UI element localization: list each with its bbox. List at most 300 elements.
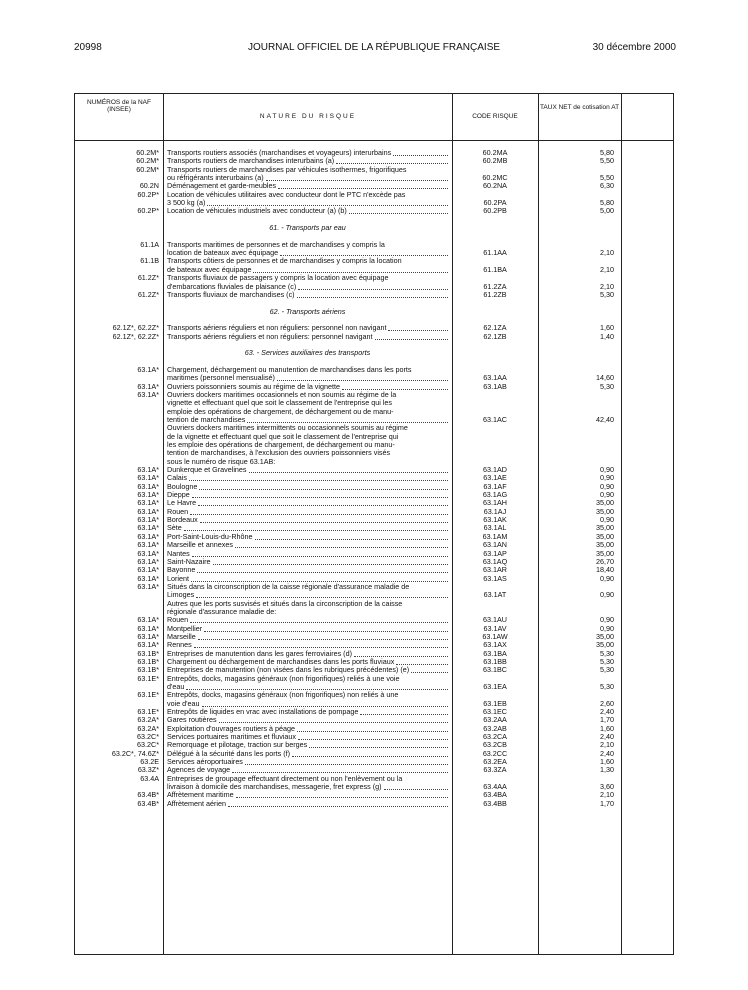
- naf-cell: 63.1A*: [137, 573, 159, 583]
- dot-leader: [199, 489, 448, 490]
- taux-cell: 6,30: [600, 181, 614, 191]
- code-cell: 63.1BA: [483, 648, 507, 658]
- publication-date: 30 décembre 2000: [592, 42, 676, 53]
- risk-description: Délégué à la sécurité dans les ports (f): [167, 749, 291, 758]
- risk-description: Entreprises de manutention (non visées dans les rubriques précédentes) (e): [167, 666, 410, 675]
- table-row: [75, 725, 675, 733]
- risk-description: emploie des opérations de chargement, de déchargement ou de manu-: [167, 407, 394, 416]
- code-cell: 63.1AD: [483, 465, 507, 475]
- dot-leader: [207, 205, 448, 206]
- risk-description: Transports aériens réguliers et non réguliers: personnel navigant: [167, 332, 373, 341]
- naf-cell: 63.1B*: [137, 665, 159, 675]
- code-cell: 62.1ZB: [483, 331, 507, 341]
- taux-cell: 2,40: [600, 748, 614, 758]
- risk-description: Chargement ou déchargement de marchandises dans les ports fluviaux: [167, 657, 395, 666]
- dot-leader: [396, 664, 448, 665]
- risk-description: Exploitation d'ouvrages routiers à péage: [167, 724, 296, 733]
- naf-cell: 63.1A*: [137, 490, 159, 500]
- table-row: [75, 341, 675, 349]
- table-row: [75, 474, 675, 482]
- code-cell: 63.1AG: [482, 490, 508, 500]
- table-row: [75, 374, 675, 382]
- taux-cell: 26,70: [596, 556, 614, 566]
- risk-description: Montpellier: [167, 624, 203, 633]
- code-cell: 63.1BC: [483, 665, 507, 675]
- taux-cell: 1,70: [600, 715, 614, 725]
- risk-description: Transports aériens réguliers et non réguliers: personnel non navigant: [167, 324, 387, 333]
- dot-leader: [192, 497, 448, 498]
- table-row: [75, 291, 675, 299]
- taux-cell: 35,00: [596, 640, 614, 650]
- table-row: [75, 383, 675, 391]
- section-heading: 61. - Transports par eau: [269, 223, 346, 233]
- naf-cell: 63.1A*: [137, 381, 159, 391]
- dot-leader: [198, 639, 448, 640]
- naf-cell: 63.1A*: [137, 548, 159, 558]
- code-cell: 61.1AA: [483, 248, 507, 258]
- dot-leader: [309, 747, 448, 748]
- taux-cell: 5,30: [600, 665, 614, 675]
- table-row: [75, 216, 675, 224]
- code-cell: 63.1AJ: [483, 506, 507, 516]
- code-cell: 63.1AN: [483, 540, 507, 550]
- table-row: [75, 199, 675, 207]
- table-row: [75, 149, 675, 157]
- risk-description: Sète: [167, 524, 182, 533]
- code-cell: 63.4AA: [483, 782, 507, 792]
- header-divider: [75, 140, 673, 141]
- naf-cell: 63.2C*: [137, 732, 159, 742]
- taux-cell: 5,50: [600, 173, 614, 183]
- dot-leader: [249, 472, 448, 473]
- table-row: [75, 399, 675, 407]
- taux-cell: 1,60: [600, 757, 614, 767]
- naf-cell: 63.2A*: [137, 723, 159, 733]
- table-row: [75, 166, 675, 174]
- naf-cell: 61.1B: [140, 256, 159, 266]
- risk-description: location de bateaux avec équipage: [167, 249, 279, 258]
- naf-cell: 63.2E: [140, 757, 159, 767]
- naf-cell: 63.1A*: [137, 481, 159, 491]
- naf-cell: 61.2Z*: [137, 273, 159, 283]
- naf-cell: 63.1A*: [137, 631, 159, 641]
- risk-description: Transports routiers associés (marchandises et voyageurs) interurbains: [167, 149, 392, 157]
- code-cell: 63.1EB: [483, 698, 507, 708]
- naf-cell: 63.1A*: [137, 498, 159, 508]
- dot-leader: [266, 180, 448, 181]
- table-row: [75, 416, 675, 424]
- risk-description: Entrepôts, docks, magasins généraux (non frigorifiques) reliés à une voie: [167, 674, 400, 683]
- risk-description: Rouen: [167, 616, 189, 625]
- risk-description: Transports fluviaux de marchandises (c): [167, 290, 295, 299]
- risk-description: les emploie des opérations de chargement, de déchargement ou manu-: [167, 441, 395, 450]
- taux-cell: 1,30: [600, 765, 614, 775]
- table-row: [75, 441, 675, 449]
- code-cell: 63.2CB: [483, 740, 507, 750]
- table-row: [75, 758, 675, 766]
- risk-description: voie d'eau: [167, 699, 200, 708]
- table-row: [75, 675, 675, 683]
- column-header-nature-risque: NATURE DU RISQUE: [259, 113, 357, 120]
- code-cell: 60.2PA: [483, 198, 507, 208]
- risk-description: Chargement, déchargement ou manutention de marchandises dans les ports: [167, 365, 412, 374]
- table-row: [75, 391, 675, 399]
- dot-leader: [292, 756, 448, 757]
- dot-leader: [192, 556, 448, 557]
- taux-cell: 2,40: [600, 707, 614, 717]
- table-row: [75, 766, 675, 774]
- naf-cell: 60.2M*: [136, 148, 159, 157]
- table-row: [75, 299, 675, 307]
- risk-description: Ouvriers dockers maritimes intermittents ou occasionnels soumis au régime: [167, 424, 408, 433]
- code-cell: 60.2PB: [483, 206, 507, 216]
- table-row: [75, 775, 675, 783]
- table-row: [75, 433, 675, 441]
- code-cell: 63.1AM: [482, 531, 508, 541]
- dot-leader: [336, 163, 448, 164]
- naf-cell: 63.2C*, 74.6Z*: [111, 748, 159, 758]
- code-cell: 63.1AP: [483, 548, 507, 558]
- table-row: [75, 583, 675, 591]
- naf-cell: 63.1A*: [137, 515, 159, 525]
- risk-description: Remorquage et pilotage, traction sur berges: [167, 741, 308, 750]
- naf-cell: 63.1B*: [137, 648, 159, 658]
- risk-description: Services aéroportuaires: [167, 758, 243, 767]
- taux-cell: 35,00: [596, 523, 614, 533]
- taux-cell: 2,10: [600, 790, 614, 800]
- taux-cell: 35,00: [596, 531, 614, 541]
- naf-cell: 60.2M*: [136, 164, 159, 174]
- table-row: [75, 249, 675, 257]
- table-row: [75, 366, 675, 374]
- naf-cell: 60.2P*: [137, 206, 159, 216]
- naf-cell: 63.1A*: [137, 565, 159, 575]
- table-row: [75, 541, 675, 549]
- dot-leader: [298, 289, 448, 290]
- naf-cell: 63.1A*: [137, 623, 159, 633]
- risk-description: Boulogne: [167, 482, 198, 491]
- risk-description: Affrètement maritime: [167, 791, 234, 800]
- table-row: [75, 458, 675, 466]
- taux-cell: 3,60: [600, 782, 614, 792]
- risk-description: de la vignette et effectuant quel que soit le classement de l'entreprise qui: [167, 432, 399, 441]
- risk-description: tention de marchandises: [167, 416, 246, 424]
- risk-description: Entreprises de groupage effectuant directement ou non l'enlèvement ou la: [167, 774, 403, 783]
- risk-description: Location de véhicules industriels avec conducteur (a) (b): [167, 207, 347, 216]
- dot-leader: [186, 689, 448, 690]
- dot-leader: [277, 380, 448, 381]
- naf-cell: 63.1A*: [137, 389, 159, 399]
- table-row: [75, 691, 675, 699]
- taux-cell: 5,30: [600, 648, 614, 658]
- dot-leader: [200, 522, 448, 523]
- naf-cell: 63.2A*: [137, 715, 159, 725]
- code-cell: 63.1AW: [482, 631, 508, 641]
- dot-leader: [235, 547, 448, 548]
- taux-cell: 35,00: [596, 631, 614, 641]
- dot-leader: [213, 564, 448, 565]
- risk-description: Lorient: [167, 574, 189, 583]
- code-cell: 63.1AX: [483, 640, 507, 650]
- dot-leader: [184, 530, 448, 531]
- dot-leader: [204, 631, 448, 632]
- table-row: [75, 157, 675, 165]
- code-cell: 63.1AV: [483, 623, 507, 633]
- dot-leader: [196, 597, 448, 598]
- dot-leader: [375, 339, 449, 340]
- dot-leader: [411, 672, 448, 673]
- risk-description: 3 500 kg (a): [167, 199, 206, 208]
- naf-cell: 62.1Z*, 62.2Z*: [112, 331, 159, 341]
- code-cell: 60.2MC: [482, 173, 508, 183]
- table-row: [75, 324, 675, 332]
- taux-cell: 42,40: [596, 415, 614, 424]
- taux-cell: 2,10: [600, 281, 614, 291]
- risk-description: régionale d'assurance maladie de:: [167, 607, 277, 616]
- table-row: [75, 316, 675, 324]
- table-row: [75, 791, 675, 799]
- code-cell: 63.4BA: [483, 790, 507, 800]
- risk-description: Entreprises de manutention dans les gares ferroviaires (d): [167, 649, 352, 658]
- page-header: [0, 42, 748, 56]
- risk-description: Transports fluviaux de passagers y compris la location avec équipage: [167, 274, 389, 283]
- risk-description: Limoges: [167, 591, 195, 600]
- risk-description: Ouvriers poissonniers soumis au régime de la vignette: [167, 382, 340, 391]
- section-heading: 63. - Services auxiliaires des transports: [244, 348, 371, 358]
- risk-description: Gares routières: [167, 716, 217, 725]
- taux-cell: 0,90: [600, 573, 614, 583]
- table-row: [75, 533, 675, 541]
- code-cell: 63.1EC: [483, 707, 507, 717]
- taux-cell: 35,00: [596, 506, 614, 516]
- table-row: [75, 491, 675, 499]
- journal-title: JOURNAL OFFICIEL DE LA RÉPUBLIQUE FRANÇAISE: [247, 42, 501, 53]
- code-cell: 63.2AB: [483, 723, 507, 733]
- naf-cell: 63.1B*: [137, 656, 159, 666]
- table-row: [75, 716, 675, 724]
- dot-leader: [232, 772, 448, 773]
- dot-leader: [342, 389, 448, 390]
- table-row: [75, 516, 675, 524]
- risk-description: Transports routiers de marchandises interurbains (a): [167, 157, 335, 166]
- column-header-taux: TAUX NET de cotisation AT: [539, 104, 620, 111]
- naf-cell: 62.1Z*, 62.2Z*: [112, 323, 159, 333]
- taux-cell: 2,60: [600, 698, 614, 708]
- risk-description: Ouvriers dockers maritimes occasionnels et non soumis au régime de la: [167, 390, 397, 399]
- naf-cell: 61.1A: [140, 239, 159, 249]
- table-row: [75, 333, 675, 341]
- table-row: [75, 508, 675, 516]
- risk-description: Saint-Nazaire: [167, 557, 211, 566]
- table-body: [75, 149, 675, 808]
- section-heading: 62. - Transports aériens: [269, 306, 346, 316]
- naf-cell: 61.2Z*: [137, 289, 159, 299]
- table-row: [75, 683, 675, 691]
- table-row: [75, 666, 675, 674]
- code-cell: 62.1ZA: [483, 323, 507, 333]
- dot-leader: [194, 647, 448, 648]
- risk-description: sous le numéro de risque 63.1AB:: [167, 457, 276, 466]
- dot-leader: [245, 764, 448, 765]
- taux-cell: 1,70: [600, 798, 614, 808]
- code-cell: 63.1EA: [483, 682, 507, 691]
- table-row: [75, 524, 675, 532]
- naf-cell: 63.2C*: [137, 740, 159, 750]
- dot-leader: [393, 155, 448, 156]
- code-cell: 63.1AS: [483, 573, 507, 583]
- table-row: [75, 499, 675, 507]
- risk-description: Bordeaux: [167, 516, 198, 525]
- table-row: [75, 608, 675, 616]
- dot-leader: [253, 272, 448, 273]
- naf-cell: 63.1A*: [137, 473, 159, 483]
- risk-description: d'embarcations fluviales de plaisance (c): [167, 282, 297, 291]
- table-row: [75, 241, 675, 249]
- table-row: [75, 600, 675, 608]
- table-row: [75, 700, 675, 708]
- naf-cell: 63.1A*: [137, 540, 159, 550]
- risk-description: Affrètement aérien: [167, 799, 226, 808]
- table-row: [75, 625, 675, 633]
- risk-description: d'eau: [167, 683, 185, 691]
- code-cell: 63.2EA: [483, 757, 507, 767]
- code-cell: 63.1AF: [483, 481, 507, 491]
- code-cell: 63.1BB: [483, 656, 507, 666]
- table-row: [75, 257, 675, 265]
- risk-description: tention de marchandises, à l'exclusion des ouvriers poissonniers visés: [167, 449, 391, 458]
- code-cell: 61.2ZA: [483, 281, 507, 291]
- risk-description: Déménagement et garde-meubles: [167, 182, 277, 191]
- table-row: [75, 641, 675, 649]
- taux-cell: 0,90: [600, 590, 614, 600]
- dot-leader: [197, 572, 448, 573]
- table-row: [75, 349, 675, 357]
- risk-description: ou réfrigérants interurbains (a): [167, 174, 264, 183]
- page-number: 20998: [74, 42, 102, 53]
- code-cell: 63.2CC: [482, 748, 508, 758]
- code-cell: 63.1AR: [483, 565, 507, 575]
- risk-description: Dieppe: [167, 491, 190, 500]
- taux-cell: 5,30: [600, 656, 614, 666]
- table-row: [75, 232, 675, 240]
- naf-cell: 60.2N: [139, 181, 159, 191]
- table-row: [75, 283, 675, 291]
- risk-description: Autres que les ports susvisés et situés dans la circonscription de la caisse: [167, 599, 403, 608]
- taux-cell: 5,80: [600, 198, 614, 208]
- table-row: [75, 449, 675, 457]
- taux-cell: 35,00: [596, 540, 614, 550]
- taux-cell: 2,40: [600, 732, 614, 742]
- code-cell: 61.2ZB: [483, 289, 507, 299]
- dot-leader: [198, 505, 448, 506]
- code-cell: 61.1BA: [483, 264, 507, 274]
- naf-cell: 63.4B*: [137, 798, 159, 808]
- table-row: [75, 750, 675, 758]
- taux-cell: 0,90: [600, 473, 614, 483]
- dot-leader: [219, 722, 448, 723]
- risk-description: Transports maritimes de personnes et de marchandises y compris la: [167, 240, 385, 249]
- table-row: [75, 224, 675, 232]
- dot-leader: [247, 422, 448, 423]
- taux-cell: 0,90: [600, 615, 614, 625]
- table-row: [75, 616, 675, 624]
- table-row: [75, 800, 675, 808]
- table-row: [75, 358, 675, 366]
- taux-cell: 0,90: [600, 515, 614, 525]
- code-cell: 63.1AU: [483, 615, 507, 625]
- dot-leader: [190, 514, 448, 515]
- risk-description: Marseille et annexes: [167, 541, 233, 550]
- risk-description: Rennes: [167, 641, 192, 650]
- code-cell: 63.1AC: [483, 415, 507, 424]
- naf-cell: 63.1A*: [137, 465, 159, 475]
- code-cell: 63.1AL: [483, 523, 507, 533]
- table-row: [75, 308, 675, 316]
- naf-cell: 63.1A*: [137, 531, 159, 541]
- code-cell: 63.3ZA: [483, 765, 507, 775]
- dot-leader: [384, 789, 448, 790]
- naf-cell: 63.4A: [140, 773, 159, 783]
- risk-description: Entrepôts de liquides en vrac avec installations de pompage: [167, 708, 359, 717]
- dot-leader: [388, 330, 448, 331]
- taux-cell: 0,90: [600, 481, 614, 491]
- risk-description: Transports côtiers de personnes et de marchandises y compris la location: [167, 257, 402, 266]
- naf-cell: 63.3Z*: [137, 765, 159, 775]
- naf-cell: 63.1A*: [137, 581, 159, 591]
- risk-description: livraison à domicile des marchandises, messagerie, fret express (g): [167, 783, 382, 792]
- dot-leader: [202, 706, 448, 707]
- risk-description: Location de véhicules utilitaires avec conducteur dont le PTC n'excède pas: [167, 190, 406, 199]
- dot-leader: [189, 480, 448, 481]
- table-row: [75, 633, 675, 641]
- column-header-naf: NUMÉROS de la NAF (INSEE): [87, 99, 151, 113]
- code-cell: 63.1AH: [483, 498, 507, 508]
- code-cell: 63.1AB: [483, 381, 507, 391]
- code-cell: 63.4BB: [483, 798, 507, 808]
- table-row: [75, 575, 675, 583]
- naf-cell: 63.1A*: [137, 556, 159, 566]
- column-header-code-risque: CODE RISQUE: [472, 113, 518, 120]
- dot-leader: [228, 806, 448, 807]
- dot-leader: [278, 188, 448, 189]
- taux-cell: 5,50: [600, 156, 614, 166]
- naf-cell: 63.1A*: [137, 523, 159, 533]
- risk-table: [74, 93, 674, 955]
- risk-description: Marseille: [167, 632, 196, 641]
- naf-cell: 63.1A*: [137, 364, 159, 374]
- taux-cell: 5,00: [600, 206, 614, 216]
- table-row: [75, 174, 675, 182]
- dot-leader: [349, 213, 448, 214]
- risk-description: Entrepôts, docks, magasins généraux (non frigorifiques) non reliés à une: [167, 691, 399, 700]
- risk-description: de bateaux avec équipage: [167, 265, 252, 274]
- table-row: [75, 182, 675, 190]
- risk-description: Situés dans la circonscription de la caisse régionale d'assurance maladie de: [167, 582, 410, 591]
- taux-cell: 0,90: [600, 490, 614, 500]
- table-row: [75, 466, 675, 474]
- risk-description: Services portuaires maritimes et fluviaux: [167, 733, 297, 742]
- code-cell: 60.2NA: [483, 181, 507, 191]
- dot-leader: [297, 731, 448, 732]
- risk-description: Nantes: [167, 549, 190, 558]
- table-row: [75, 650, 675, 658]
- naf-cell: 63.1A*: [137, 506, 159, 516]
- taux-cell: 5,30: [600, 381, 614, 391]
- taux-cell: 1,60: [600, 323, 614, 333]
- taux-cell: 2,10: [600, 248, 614, 258]
- risk-description: Le Havre: [167, 499, 197, 508]
- code-cell: 63.1AK: [483, 515, 507, 525]
